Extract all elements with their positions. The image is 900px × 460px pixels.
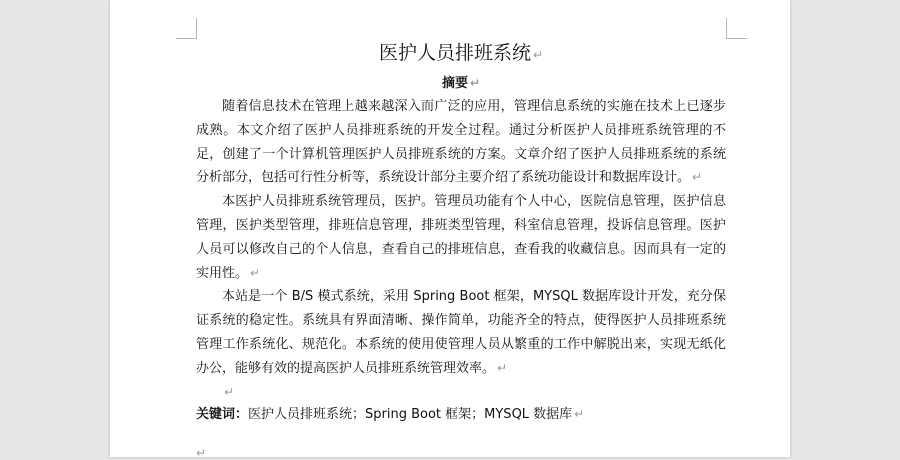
abstract-heading: 摘要 ↵ — [441, 76, 481, 91]
abstract-paragraph-1: 随着信息技术在管理上越来越深入而广泛的应用，管理信息系统的实施在技术上已逐步成熟。本文介绍了医护人员排班系统的开发全过程。通过分析医护人员排班系统管理的不足，创建了一个计算机管理医护人员排班系统的方案。文章介绍了医护人员排班系统的系统分析部分，包括可行性分析等，系统设计部分主要介绍了系统功能设计和数据库设计。 ↵ — [196, 99, 726, 186]
paragraph-mark-icon: ↵ — [692, 170, 703, 185]
keywords-label: 关键词： — [196, 406, 249, 422]
keywords-line — [196, 403, 726, 426]
paragraph-mark-icon: ↵ — [224, 384, 235, 399]
document-title: 医护人员排班系统 ↵ — [378, 42, 544, 64]
margin-corner-top-right — [726, 18, 747, 39]
paragraph-mark-icon: ↵ — [250, 265, 261, 280]
paragraph-mark-icon: ↵ — [497, 360, 508, 375]
document-page[interactable] — [110, 0, 790, 460]
abstract-paragraph-3: 本站是一个 B/S 模式系统，采用 Spring Boot 框架，MYSQL 数据库设计开发，充分保证系统的稳定性。系统具有界面清晰、操作简单，功能齐全的特点，使得医护人员排班系统管理工作系统化、规范化。本系统的使用使管理人员从繁重的工作中解脱出来，实现无纸化办公，能够有效的提高医护人员排班系统管理效率。 ↵ — [196, 289, 726, 376]
document-body[interactable] — [196, 40, 726, 426]
paragraph-mark-icon: ↵ — [532, 48, 544, 62]
empty-paragraph — [196, 381, 726, 403]
paragraph-mark-icon: ↵ — [469, 76, 481, 90]
paragraph-mark-icon: ↵ — [196, 446, 207, 460]
paragraph-mark-icon: ↵ — [574, 406, 585, 421]
abstract-paragraph-2: 本医护人员排班系统管理员，医护。管理员功能有个人中心，医院信息管理，医护信息管理，医护类型管理，排班信息管理，排班类型管理，科室信息管理，投诉信息管理。医护人员可以修改自己的个人信息，查看自己的排班信息，查看我的收藏信息。因而具有一定的实用性。 ↵ — [196, 194, 726, 281]
keywords-text: 医护人员排班系统；Spring Boot 框架；MYSQL 数据库 — [248, 406, 573, 422]
margin-corner-top-left — [176, 18, 197, 39]
